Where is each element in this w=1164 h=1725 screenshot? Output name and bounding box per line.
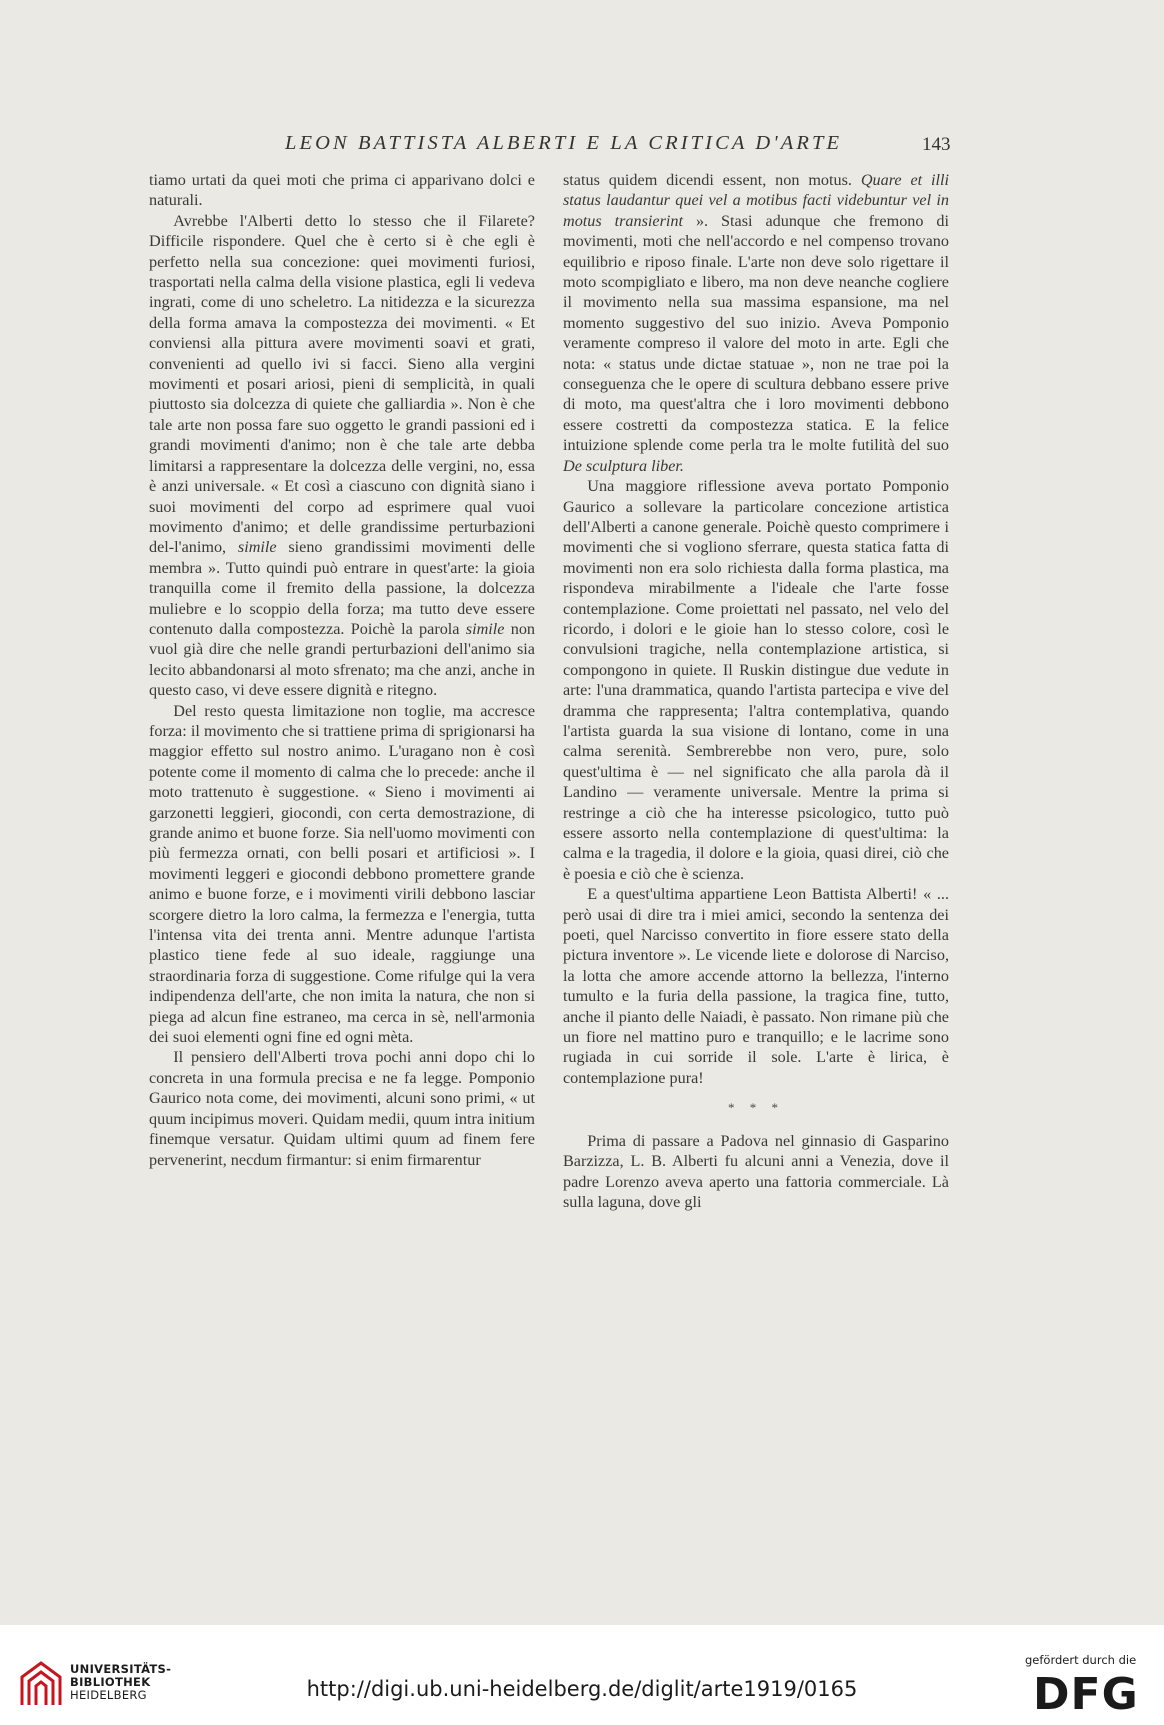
text-run: sieno grandissimi movimenti delle membra ». Tutto quindi può entrare in quest'arte: la gioia tranquilla come il fremito della passione, la dolcezza muliebre e lo scoppio della forza; ma tutto deve essere contenuto dalla compostezza. Poichè la parola (149, 538, 536, 638)
paragraph: Una maggiore riflessione aveva portato Pomponio Gaurico a sollevare la particolare concezione artistica dell'Alberti a canone generale. Poichè questo comprimere i movimenti che si vogliono sferrare, questa statica fatta di movimenti non era solo richiesta dalla forma plastica, ma rispondeva mirabilmente a l'ideale che l'arte fosse contemplazione. Come proiettati nel passato, nel velo del ricordo, i dolori e le gioie han lo stesso colore, così le convulsioni tragiche, nella contemplazione artistica, si compongono in quiete. Il Ruskin distingue due vedute in arte: l'una drammatica, quando l'artista partecipa e vive del dramma che rappresenta; l'altra contemplativa, quando l'artista guarda la sua visione di lontano, come in una calma serenità. Sembrerebbe non vero, pure, solo quest'ultima è — nel significato che alla parola dà il Landino — veramente universale. Mentre la prima si restringe a ciò che ha interesse psicologico, tutto può essere assorto nella contemplazione di quest'ultima: la calma e la tragedia, il dolore e la gioia, quasi direi, ciò che è poesia e ciò che è scienza. (563, 477, 949, 883)
library-name-line: HEIDELBERG (70, 1688, 147, 1702)
paragraph (563, 170, 949, 476)
italic-text: simile (237, 538, 277, 557)
text-run: non vuol già dire che nelle grandi perturbazioni dell'animo sia lecito abbandonarsi al moto sfrenato; ma che anzi, anche in questo caso, vi deve essere dignità e ritegno. (149, 619, 536, 700)
footer-bar (0, 1625, 1164, 1725)
text-run: Avrebbe l'Alberti detto lo stesso che il Filarete? Difficile rispondere. Quel che è certo si è che egli è perfetto nella sua concezione: quei movimenti furiosi, trasportati nella calma della visione plastica, egli li vedeva ingrati, come di uno scheletro. La nitidezza e la sicurezza della forma amava la compostezza dei movimenti. « Et conviensi alla pittura avere movimenti soavi et grati, convenienti ad quello ivi si facci. Sieno alla vergini movimenti et posari ariosi, pieni di semplicità, in quali piuttosto sia dolcezza di quiete che galliardia ». Non è che tale arte non possa fare suo oggetto le grandi passioni ed i grandi movimenti d'animo; non è che tale arte debba limitarsi a rappresentare la dolcezza delle vergini, no, essa è anzi universale. « Et così a ciascuno con dignità siano i suoi movimenti del corpo ad esprimere qual vuoi movimento d'animo; et delle grandissime perturbazioni del-l'animo, (149, 211, 535, 557)
paragraph: tiamo urtati da quei moti che prima ci apparivano dolci e naturali. (149, 171, 535, 210)
page-header (0, 132, 1164, 162)
paragraph: Prima di passare a Padova nel ginnasio di Gasparino Barzizza, L. B. Alberti fu alcuni anni a Venezia, dove il padre Lorenzo aveva aperto una fattoria commerciale. Là sulla laguna, dove gli (563, 1131, 949, 1211)
italic-text: simile (465, 619, 505, 638)
section-separator: * * * (728, 1100, 784, 1116)
paragraph: Del resto questa limitazione non toglie, ma accresce forza: il movimento che si trattiene prima di sprigionarsi ha maggior effetto sul nostro animo. L'uragano non è così potente come il momento di calma che lo precede: anche il moto trattenuto è suggestione. « Sieno i movimenti ai garzonetti leggieri, giocondi, con certa demostrazione, di grande animo et buone forze. Sia nell'uomo movimenti con più fermezza ornati, con belli posari et artificiosi ». I movimenti leggeri e giocondi debbono promettere grande animo e buone forze, e i movimenti virili debbono lasciar scorgere dietro la loro calma, la fermezza e l'energia, tutta l'intensa vita dei trenta anni. Mentre adunque l'artista plastico tiene fede al suo ideale, raggiunge una straordinaria forza di suggestione. Come rifulge qui la vera indipendenza dell'arte, che non imita la natura, che non si piega ad alcun fine estraneo, ma cerca in sè, nell'armonia dei suoi elementi ogni fine ed ogni mèta. (149, 701, 535, 1047)
italic-text: Quare et illi status laudantur quei vel a motibus facti videbuntur vel in motus transierint (563, 171, 950, 230)
library-name-line: UNIVERSITÄTS- (70, 1662, 172, 1676)
sponsor-label: gefördert durch die (1025, 1653, 1137, 1667)
library-name-line: BIBLIOTHEK (70, 1675, 151, 1689)
paragraph: Il pensiero dell'Alberti trova pochi anni dopo chi lo concreta in una formula precisa e ne fa legge. Pomponio Gaurico nota come, dei movimenti, alcuni sono primi, « ut quum incipimus moveri. Quidam medii, quum intra initium finemque versatur. Quidam ultimi quum ad finem fere pervenerint, necdum firmantur: si enim firmarentur (149, 1048, 535, 1169)
text-run: ». Stasi adunque che fremono di movimenti, moti che nell'accordo e nel compenso trovano equilibrio e riposo finale. L'arte non deve solo rigettare il moto scompigliato e libero, ma non deve neanche cogliere il movimento nella sua massima espansione, ma nel momento suggestivo del suo inizio. Aveva Pomponio veramente compreso il valore del moto in arte. Egli che nota: « status unde dictae statuae », non ne trae poi la conseguenza che le opere di scultura debbano essere prive di moto, ma quest'altra che i loro movimenti debbono essere costretti da compostezza statica. E la felice intuizione splende come perla tra le molte futilità del suo (563, 211, 950, 455)
permalink-url[interactable]: http://digi.ub.uni-heidelberg.de/diglit/arte1919/0165 (306, 1677, 858, 1701)
dfg-logo: DFG (1033, 1669, 1139, 1720)
page-number: 143 (922, 134, 951, 155)
italic-text: De sculptura liber. (563, 456, 684, 475)
left-text-column (149, 170, 535, 1170)
right-text-column (563, 170, 949, 1212)
text-run: status quidem dicendi essent, non motus. (563, 171, 852, 189)
paragraph: E a quest'ultima appartiene Leon Battista Alberti! « ... però usai di dire tra i miei amici, secondo la sentenza dei poeti, quel Narcisso convertito in fiore essere stato della pictura inventore ». Le vicende liete e dolorose di Narciso, la lotta che amore accende attorno la bellezza, l'interno tumulto e la furia della passione, la tragica fine, tutto, anche il pianto delle Naiadi, è passato. Non rimane più che un fiore nel mattino puro e tranquillo; e le lacrime sono rugiada in cui sorride il sole. L'arte è lirica, è contemplazione pura! (563, 885, 949, 1087)
running-head: LEON BATTISTA ALBERTI E LA CRITICA D'ARTE (285, 132, 843, 154)
paragraph (149, 211, 535, 701)
